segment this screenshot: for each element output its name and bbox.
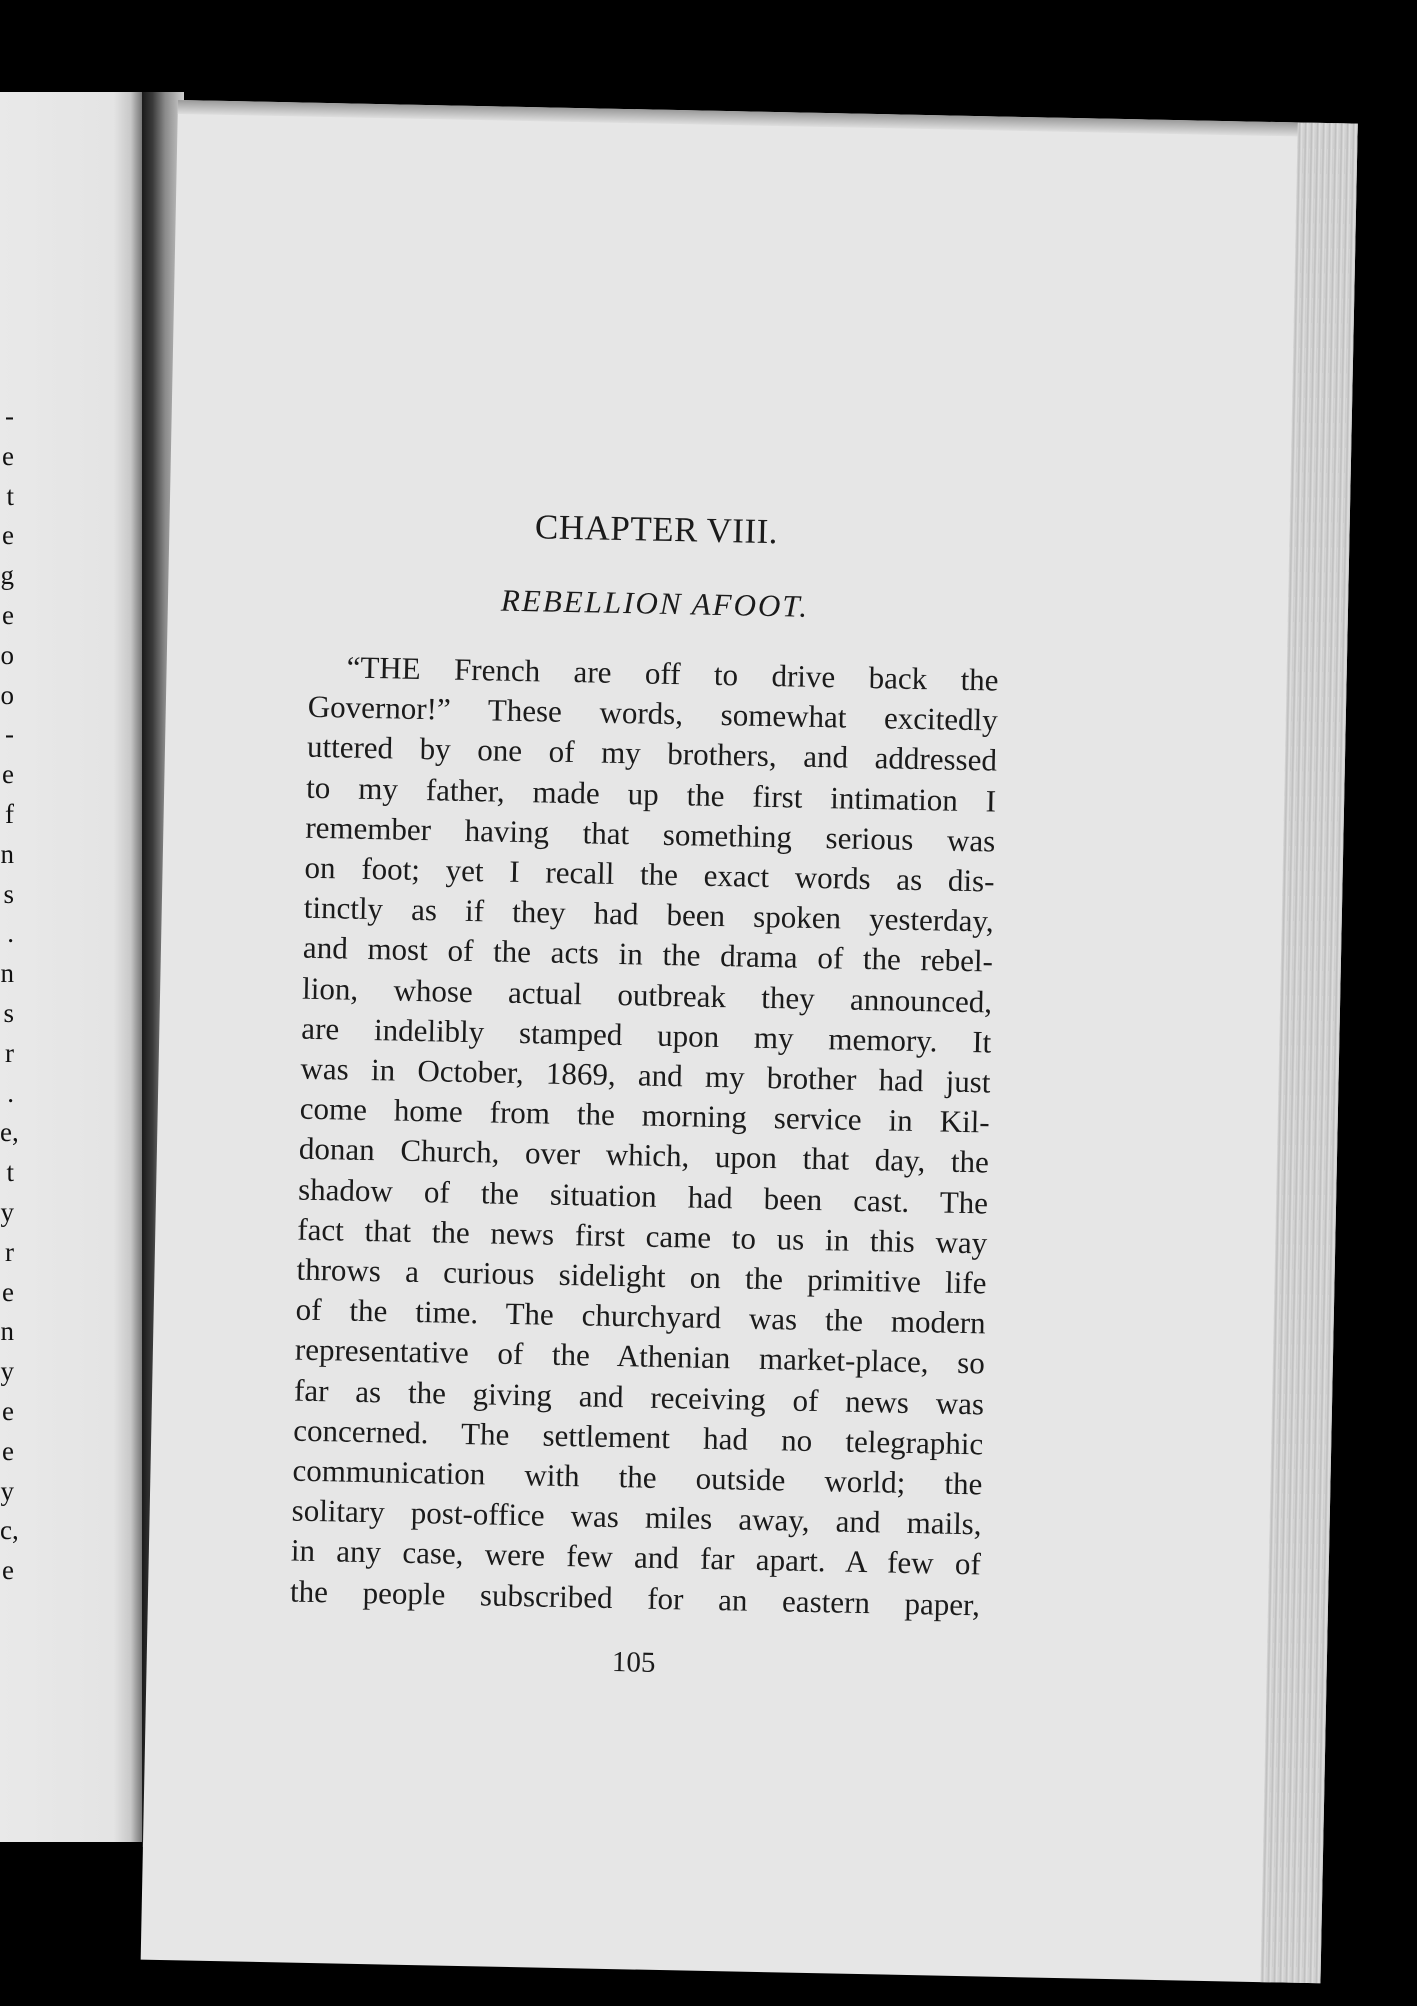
- page-top-edge: [178, 100, 1358, 138]
- text-line: concerned. The settlement had no telegraphic: [292, 1412, 984, 1462]
- left-page-line-fragment: y: [0, 1196, 14, 1227]
- left-page-line-fragment: r: [5, 1236, 14, 1267]
- left-page-text-edge: [0, 397, 19, 1591]
- text-line: fact that the news first came to us in this way: [297, 1211, 988, 1261]
- left-page-line-fragment: y: [0, 1475, 14, 1506]
- text-line: and most of the acts in the drama of the rebel-: [302, 930, 994, 979]
- left-page-line-fragment: f: [5, 798, 14, 829]
- left-page-line-fragment: -: [5, 401, 14, 431]
- text-line: donan Church, over which, upon that day, the: [298, 1131, 990, 1180]
- left-page-line-fragment: t: [6, 1157, 14, 1188]
- body-text: [290, 647, 999, 1626]
- page-fore-edge: [1260, 122, 1357, 1983]
- text-line: are indelibly stamped upon my memory. It: [301, 1010, 992, 1060]
- text-line: far as the giving and receiving of news was: [293, 1372, 985, 1422]
- text-line: of the time. The churchyard was the modern: [295, 1291, 986, 1341]
- left-page-line-fragment: e: [2, 1276, 14, 1307]
- left-page-line-fragment: y: [0, 1356, 14, 1387]
- text-line: shadow of the situation had been cast. The: [297, 1171, 989, 1221]
- text-line: tinctly as if they had been spoken yesterday,: [303, 889, 995, 939]
- text-line: come home from the morning service in Kil-: [299, 1090, 990, 1140]
- left-page-line-fragment: e,: [0, 1117, 19, 1148]
- text-line: Governor!” These words, somewhat excitedly: [307, 688, 999, 738]
- left-page-line-fragment: e: [2, 1435, 14, 1466]
- chapter-heading: CHAPTER VIII.: [534, 507, 779, 552]
- page-text-block: [288, 501, 1001, 1687]
- text-line: communication with the outside world; the: [292, 1452, 983, 1502]
- text-line: solitary post-office was miles away, and mails,: [291, 1492, 982, 1542]
- left-page-line-fragment: .: [7, 1077, 14, 1108]
- right-page: [141, 100, 1358, 1983]
- left-page-line-fragment: .: [7, 918, 14, 949]
- left-page-line-fragment: c,: [0, 1515, 19, 1546]
- left-page-line-fragment: e: [2, 440, 14, 471]
- left-page-line-fragment: e: [2, 599, 14, 630]
- left-page: [0, 92, 142, 1842]
- left-page-line-fragment: e: [2, 1555, 14, 1586]
- left-page-line-fragment: e: [2, 1395, 14, 1426]
- left-page-line-fragment: n: [0, 838, 14, 869]
- left-page-line-fragment: s: [3, 878, 14, 909]
- text-line: to my father, made up the first intimation I: [305, 769, 997, 819]
- page-number: 105: [611, 1645, 656, 1679]
- text-line: in any case, were few and far apart. A few of: [290, 1533, 982, 1582]
- left-page-line-fragment: r: [5, 1037, 14, 1068]
- text-line: was in October, 1869, and my brother had just: [300, 1050, 991, 1100]
- text-line: lion, whose actual outbreak they announced,: [301, 970, 993, 1020]
- left-page-line-fragment: n: [0, 1316, 14, 1347]
- text-line: the people subscribed for an eastern paper,: [289, 1573, 981, 1623]
- chapter-subtitle: REBELLION AFOOT.: [500, 582, 810, 624]
- left-page-line-fragment: -: [5, 719, 14, 750]
- left-page-line-fragment: n: [0, 958, 14, 989]
- text-line: uttered by one of my brothers, and addressed: [306, 729, 998, 778]
- text-line: “THE French are off to drive back the: [346, 649, 999, 698]
- left-page-line-fragment: s: [3, 997, 14, 1028]
- left-page-line-fragment: o: [0, 679, 14, 710]
- text-line: representative of the Athenian market-place, so: [294, 1332, 986, 1381]
- left-page-line-fragment: e: [2, 520, 14, 551]
- text-line: remember having that something serious was: [305, 809, 996, 859]
- left-page-line-fragment: e: [2, 759, 14, 790]
- text-line: on foot; yet I recall the exact words as dis-: [304, 849, 995, 899]
- left-page-line-fragment: o: [0, 639, 14, 670]
- left-page-line-fragment: t: [6, 480, 14, 511]
- left-page-line-fragment: g: [0, 560, 14, 591]
- text-line: throws a curious sidelight on the primitive life: [296, 1251, 987, 1301]
